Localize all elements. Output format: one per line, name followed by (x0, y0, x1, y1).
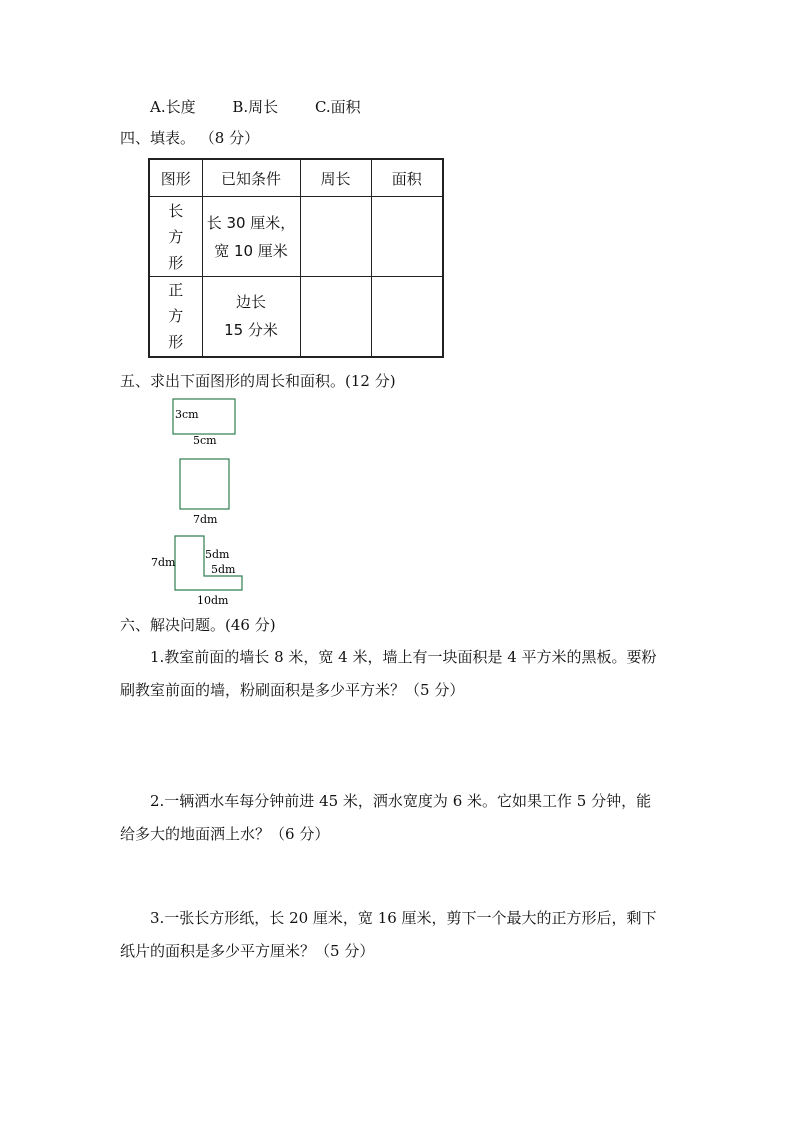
area-answer-cell[interactable] (371, 277, 443, 357)
choice-c: C.面积 (314, 98, 361, 116)
geometry-figures (145, 392, 345, 612)
perimeter-answer-cell[interactable] (300, 197, 371, 277)
question-3 (120, 902, 680, 968)
l-step-label: 5dm (205, 548, 230, 561)
question-1-line1: 1.教室前面的墙长 8 米，宽 4 米，墙上有一块面积是 4 平方米的黑板。要粉 (150, 648, 657, 666)
table-header-row (149, 159, 443, 197)
section4-heading: 四、填表。 （8 分） (120, 129, 260, 147)
l-top-label: 5dm (211, 563, 236, 576)
question-3-line1: 3.一张长方形纸，长 20 厘米，宽 16 厘米，剪下一个最大的正方形后，剩下 (150, 909, 657, 927)
square-figure (180, 459, 229, 509)
header-condition: 已知条件 (202, 159, 300, 197)
condition-cell: 长 30 厘米， 宽 10 厘米 (202, 197, 300, 277)
choice-a: A.长度 (150, 98, 196, 116)
question-2-line2: 给多大的地面洒上水？（6 分） (120, 825, 330, 843)
header-perimeter: 周长 (300, 159, 371, 197)
shape-cell: 正 方 形 (149, 277, 202, 357)
fill-table (148, 158, 444, 358)
condition-cell: 边长 15 分米 (202, 277, 300, 357)
rect-height-label: 3cm (175, 408, 199, 421)
table-row (149, 277, 443, 357)
shape-cell: 长 方 形 (149, 197, 202, 277)
rect-width-label: 5cm (193, 434, 217, 447)
area-answer-cell[interactable] (371, 197, 443, 277)
l-left-label: 7dm (151, 556, 176, 569)
choice-b: B.周长 (232, 98, 279, 116)
l-bottom-label: 10dm (197, 594, 229, 607)
question-2 (120, 785, 680, 851)
question-1 (120, 641, 680, 707)
table-row (149, 197, 443, 277)
question-3-line2: 纸片的面积是多少平方厘米？（5 分） (120, 942, 375, 960)
square-side-label: 7dm (193, 513, 218, 526)
question-2-line1: 2.一辆洒水车每分钟前进 45 米，洒水宽度为 6 米。它如果工作 5 分钟，能 (150, 792, 652, 810)
section5-heading: 五、求出下面图形的周长和面积。(12 分) (120, 372, 396, 390)
perimeter-answer-cell[interactable] (300, 277, 371, 357)
question-1-line2: 刷教室前面的墙，粉刷面积是多少平方米？（5 分） (120, 681, 465, 699)
choice-options (150, 96, 361, 117)
header-area: 面积 (371, 159, 443, 197)
header-shape: 图形 (149, 159, 202, 197)
section6-heading: 六、解决问题。(46 分) (120, 616, 276, 634)
